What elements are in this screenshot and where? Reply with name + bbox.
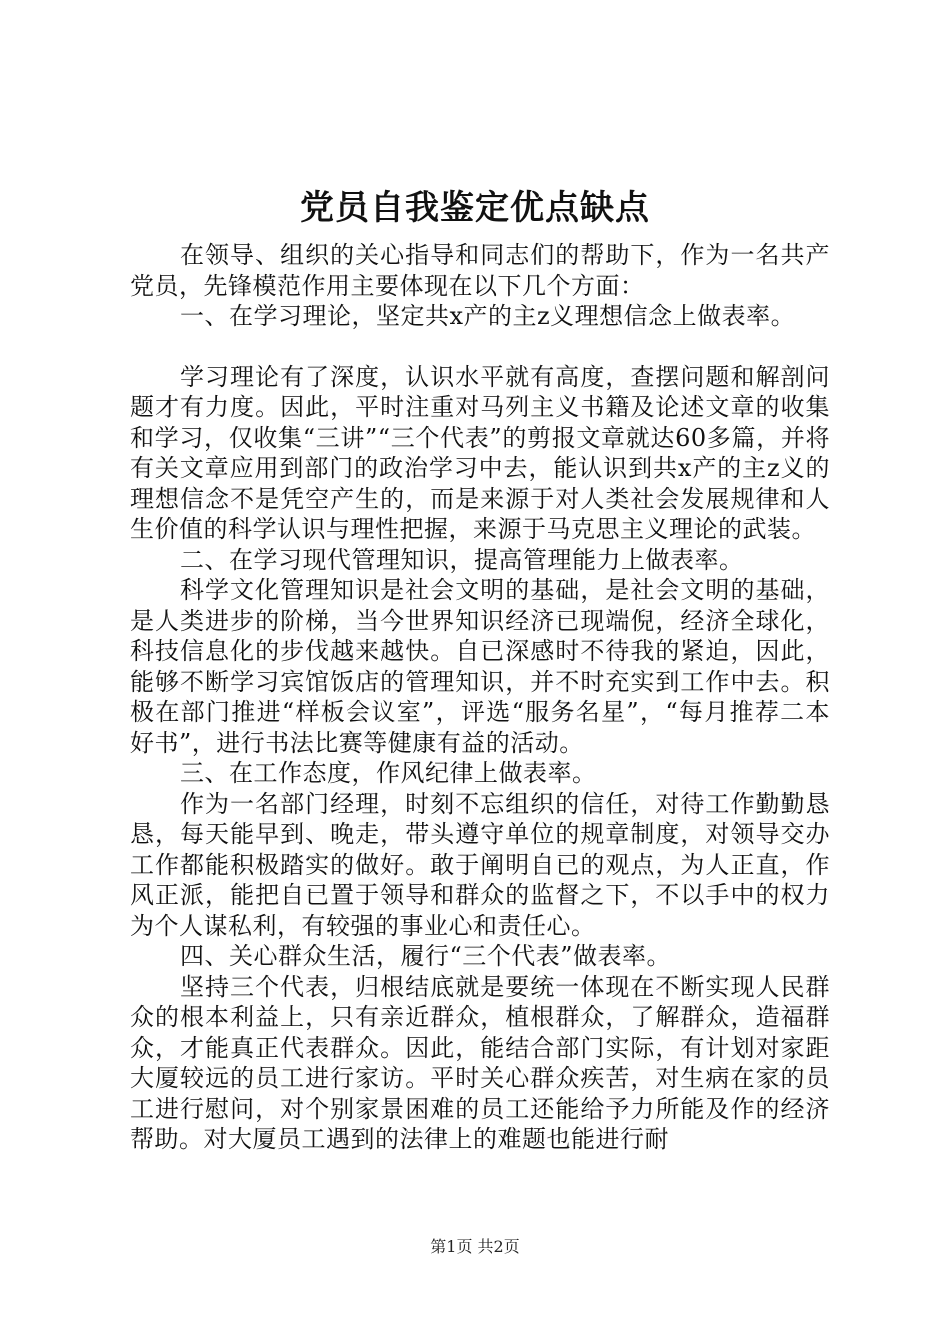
- section-heading-4: 四、关心群众生活，履行“三个代表”做表率。: [180, 942, 672, 970]
- intro-paragraph: 在领导、组织的关心指导和同志们的帮助下，作为一名共产党员，先锋模范作用主要体现在以下几个方面：: [130, 241, 830, 300]
- section-heading-3: 三、在工作态度，作风纪律上做表率。: [180, 759, 597, 787]
- section-heading-1: 一、在学习理论，坚定共x产的主z义理想信念上做表率。: [180, 302, 796, 330]
- page-footer: 第1页 共2页: [430, 1237, 520, 1256]
- document-title: 党员自我鉴定优点缺点: [300, 188, 650, 228]
- section-paragraph-3: 作为一名部门经理，时刻不忘组织的信任，对待工作勤勤恳恳，每天能早到、晚走，带头遵守单位的规章制度，对领导交办工作都能积极踏实的做好。敢于阐明自已的观点，为人正直，作风正派，能把自已置于领导和群众的监督之下，不以手中的权力为个人谋私利，有较强的事业心和责任心。: [130, 789, 830, 940]
- section-paragraph-2: 科学文化管理知识是社会文明的基础，是社会文明的基础，是人类进步的阶梯，当今世界知识经济已现端倪，经济全球化，科技信息化的步伐越来越快。自已深感时不待我的紧迫，因此，能够不断学习宾馆饭店的管理知识，并不时充实到工作中去。积极在部门推进“样板会议室”，评选“服务名星”，“每月推荐二本好书”，进行书法比赛等健康有益的活动。: [130, 576, 830, 757]
- section-paragraph-1: 学习理论有了深度，认识水平就有高度，查摆问题和解剖问题才有力度。因此，平时注重对马列主义书籍及论述文章的收集和学习，仅收集“三讲”“三个代表”的剪报文章就达60多篇，并将有关文章应用到部门的政治学习中去，能认识到共x产的主z义的理想信念不是凭空产生的，而是来源于对人类社会发展规律和人生价值的科学认识与理性把握，来源于马克思主义理论的武装。: [130, 362, 830, 543]
- document-body: [130, 240, 830, 1155]
- section-heading-2: 二、在学习现代管理知识，提高管理能力上做表率。: [180, 545, 744, 574]
- section-paragraph-4: 坚持三个代表，归根结底就是要统一体现在不断实现人民群众的根本利益上，只有亲近群众，植根群众，了解群众，造福群众，才能真正代表群众。因此，能结合部门实际，有计划对家距大厦较远的员工进行家访。平时关心群众疾苦，对生病在家的员工进行慰问，对个别家景困难的员工还能给予力所能及作的经济帮助。对大厦员工遇到的法律上的难题也能进行耐: [130, 972, 830, 1153]
